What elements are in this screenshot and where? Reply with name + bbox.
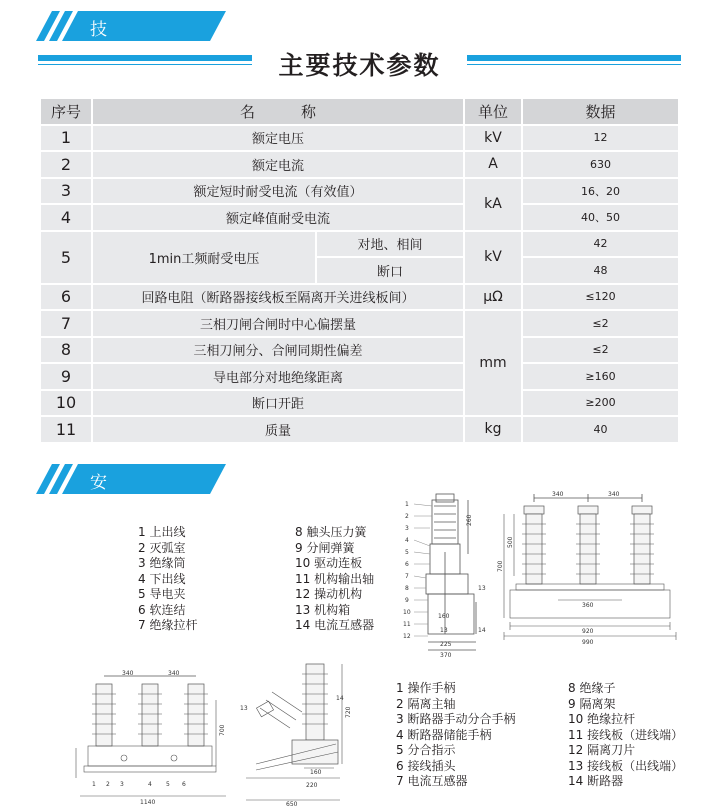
- legend-item: 2 灭弧室: [138, 540, 186, 555]
- callout-2: 2: [405, 513, 409, 520]
- dim-160: 160: [438, 613, 450, 620]
- callout-d13: 13: [240, 705, 248, 712]
- legend-item: 14 断路器: [568, 774, 624, 788]
- legend-item: 7 绝缘拉杆: [138, 618, 198, 632]
- legend-item: 13 机构箱: [295, 602, 351, 617]
- drawing-front-view: [496, 490, 692, 650]
- drawing-assembly-front: [66, 670, 246, 810]
- dim-260: 260: [466, 514, 473, 526]
- dim-225: 225: [440, 641, 452, 648]
- dim-920: 920: [582, 628, 594, 635]
- table-header-row: [40, 98, 679, 125]
- legend-item: 1 操作手柄: [396, 681, 456, 695]
- parts-legend-2: [396, 681, 515, 790]
- dim-340-d: 340: [168, 670, 180, 677]
- legend-item: 10 驱动连板: [295, 556, 363, 570]
- header-value: 数据: [522, 98, 679, 125]
- main-title-block: [38, 44, 681, 84]
- legend-item: 8 触头压力簧: [295, 525, 367, 539]
- section-title-install: 安装尺寸: [90, 473, 108, 568]
- dim-700-c: 700: [219, 724, 226, 736]
- callout-c6: 6: [182, 781, 186, 788]
- callout-7: 7: [405, 573, 409, 580]
- header-unit: 单位: [464, 98, 522, 125]
- header-no: 序号: [40, 98, 92, 125]
- legend-item: 13 接线板（出线端）: [568, 758, 684, 773]
- header-name: 名 称: [92, 98, 464, 125]
- table-row: 1 额定电压 kV 12: [40, 125, 679, 152]
- legend-item: 6 接线插头: [396, 758, 456, 773]
- legend-item: 2 隔离主轴: [396, 696, 456, 711]
- legend-item: 5 导电夹: [138, 587, 186, 601]
- spec-table: [39, 97, 680, 444]
- callout-1: 1: [405, 501, 409, 508]
- dim-990: 990: [582, 639, 594, 646]
- dim-160-d: 160: [310, 769, 322, 776]
- dim-360: 360: [582, 602, 594, 609]
- table-row: 11 质量 kg 40: [40, 416, 679, 443]
- legend-item: 4 下出线: [138, 571, 186, 586]
- legend-item: 11 机构输出轴: [295, 571, 375, 586]
- callout-6: 6: [405, 561, 409, 568]
- legend-item: 3 断路器手动分合手柄: [396, 712, 516, 726]
- parts-legend-1: [138, 525, 197, 634]
- legend-item: 4 断路器储能手柄: [396, 727, 492, 742]
- legend-item: 11 接线板（进线端）: [568, 727, 684, 742]
- dim-720: 720: [345, 706, 352, 718]
- table-row: 3 额定短时耐受电流（有效值） kA 16、20: [40, 178, 679, 205]
- callout-11: 11: [403, 621, 411, 628]
- callout-10: 10: [403, 609, 411, 616]
- dim-340-c: 340: [122, 670, 134, 677]
- legend-item: 12 隔离刀片: [568, 743, 636, 757]
- callout-c1: 1: [92, 781, 96, 788]
- legend-item: 6 软连结: [138, 602, 186, 617]
- table-row: 断口 48: [40, 257, 679, 284]
- table-row: 10 断口开距 ≥200: [40, 390, 679, 417]
- dim-220: 220: [306, 782, 318, 789]
- dim-650: 650: [286, 801, 298, 808]
- callout-9: 9: [405, 597, 409, 604]
- drawing-assembly-side: [236, 660, 366, 810]
- legend-item: 7 电流互感器: [396, 774, 468, 788]
- dim-340-a: 340: [552, 491, 564, 498]
- dim-370: 370: [440, 652, 452, 659]
- dim-500: 500: [507, 536, 514, 548]
- callout-c5: 5: [166, 781, 170, 788]
- parts-legend-2b: [568, 681, 683, 790]
- legend-item: 10 绝缘拉杆: [568, 712, 636, 726]
- callout-d14: 14: [336, 695, 344, 702]
- callout-c3: 3: [120, 781, 124, 788]
- parts-legend-1b: [295, 525, 374, 634]
- dim-13: 13: [440, 627, 448, 634]
- callout-c4: 4: [148, 781, 152, 788]
- legend-item: 8 绝缘子: [568, 681, 616, 695]
- callout-c2: 2: [106, 781, 110, 788]
- legend-item: 3 绝缘筒: [138, 556, 186, 570]
- legend-item: 14 电流互感器: [295, 618, 375, 632]
- table-row: 9 导电部分对地绝缘距离 ≥160: [40, 363, 679, 390]
- callout-4: 4: [405, 537, 409, 544]
- table-row: 7 三相刀闸合闸时中心偏摆量 mm ≤2: [40, 310, 679, 337]
- table-row: 6 回路电阻（断路器接线板至隔离开关进线板间） μΩ ≤120: [40, 284, 679, 311]
- legend-item: 1 上出线: [138, 525, 186, 539]
- table-row: 2 额定电流 A 630: [40, 151, 679, 178]
- table-row: 8 三相刀闸分、合闸同期性偏差 ≤2: [40, 337, 679, 364]
- callout-14: 14: [478, 627, 486, 634]
- section-title-specs: 技 参: [90, 20, 108, 90]
- callout-8: 8: [405, 585, 409, 592]
- title-rule-right: [467, 55, 681, 61]
- legend-item: 9 隔离架: [568, 696, 616, 711]
- dim-340-b: 340: [608, 491, 620, 498]
- table-row: 5 1min工频耐受电压 对地、相间 kV 42: [40, 231, 679, 258]
- callout-12: 12: [403, 633, 411, 640]
- callout-3: 3: [405, 525, 409, 532]
- callout-5: 5: [405, 549, 409, 556]
- legend-item: 5 分合指示: [396, 743, 456, 757]
- main-title: 主要技术参数: [278, 51, 441, 80]
- dim-700: 700: [497, 560, 504, 572]
- dim-1140: 1140: [140, 799, 156, 806]
- drawing-side-section: [400, 492, 492, 660]
- callout-13: 13: [478, 585, 486, 592]
- legend-item: 12 操动机构: [295, 587, 363, 601]
- table-row: 4 额定峰值耐受电流 40、50: [40, 204, 679, 231]
- legend-item: 9 分闸弹簧: [295, 540, 355, 555]
